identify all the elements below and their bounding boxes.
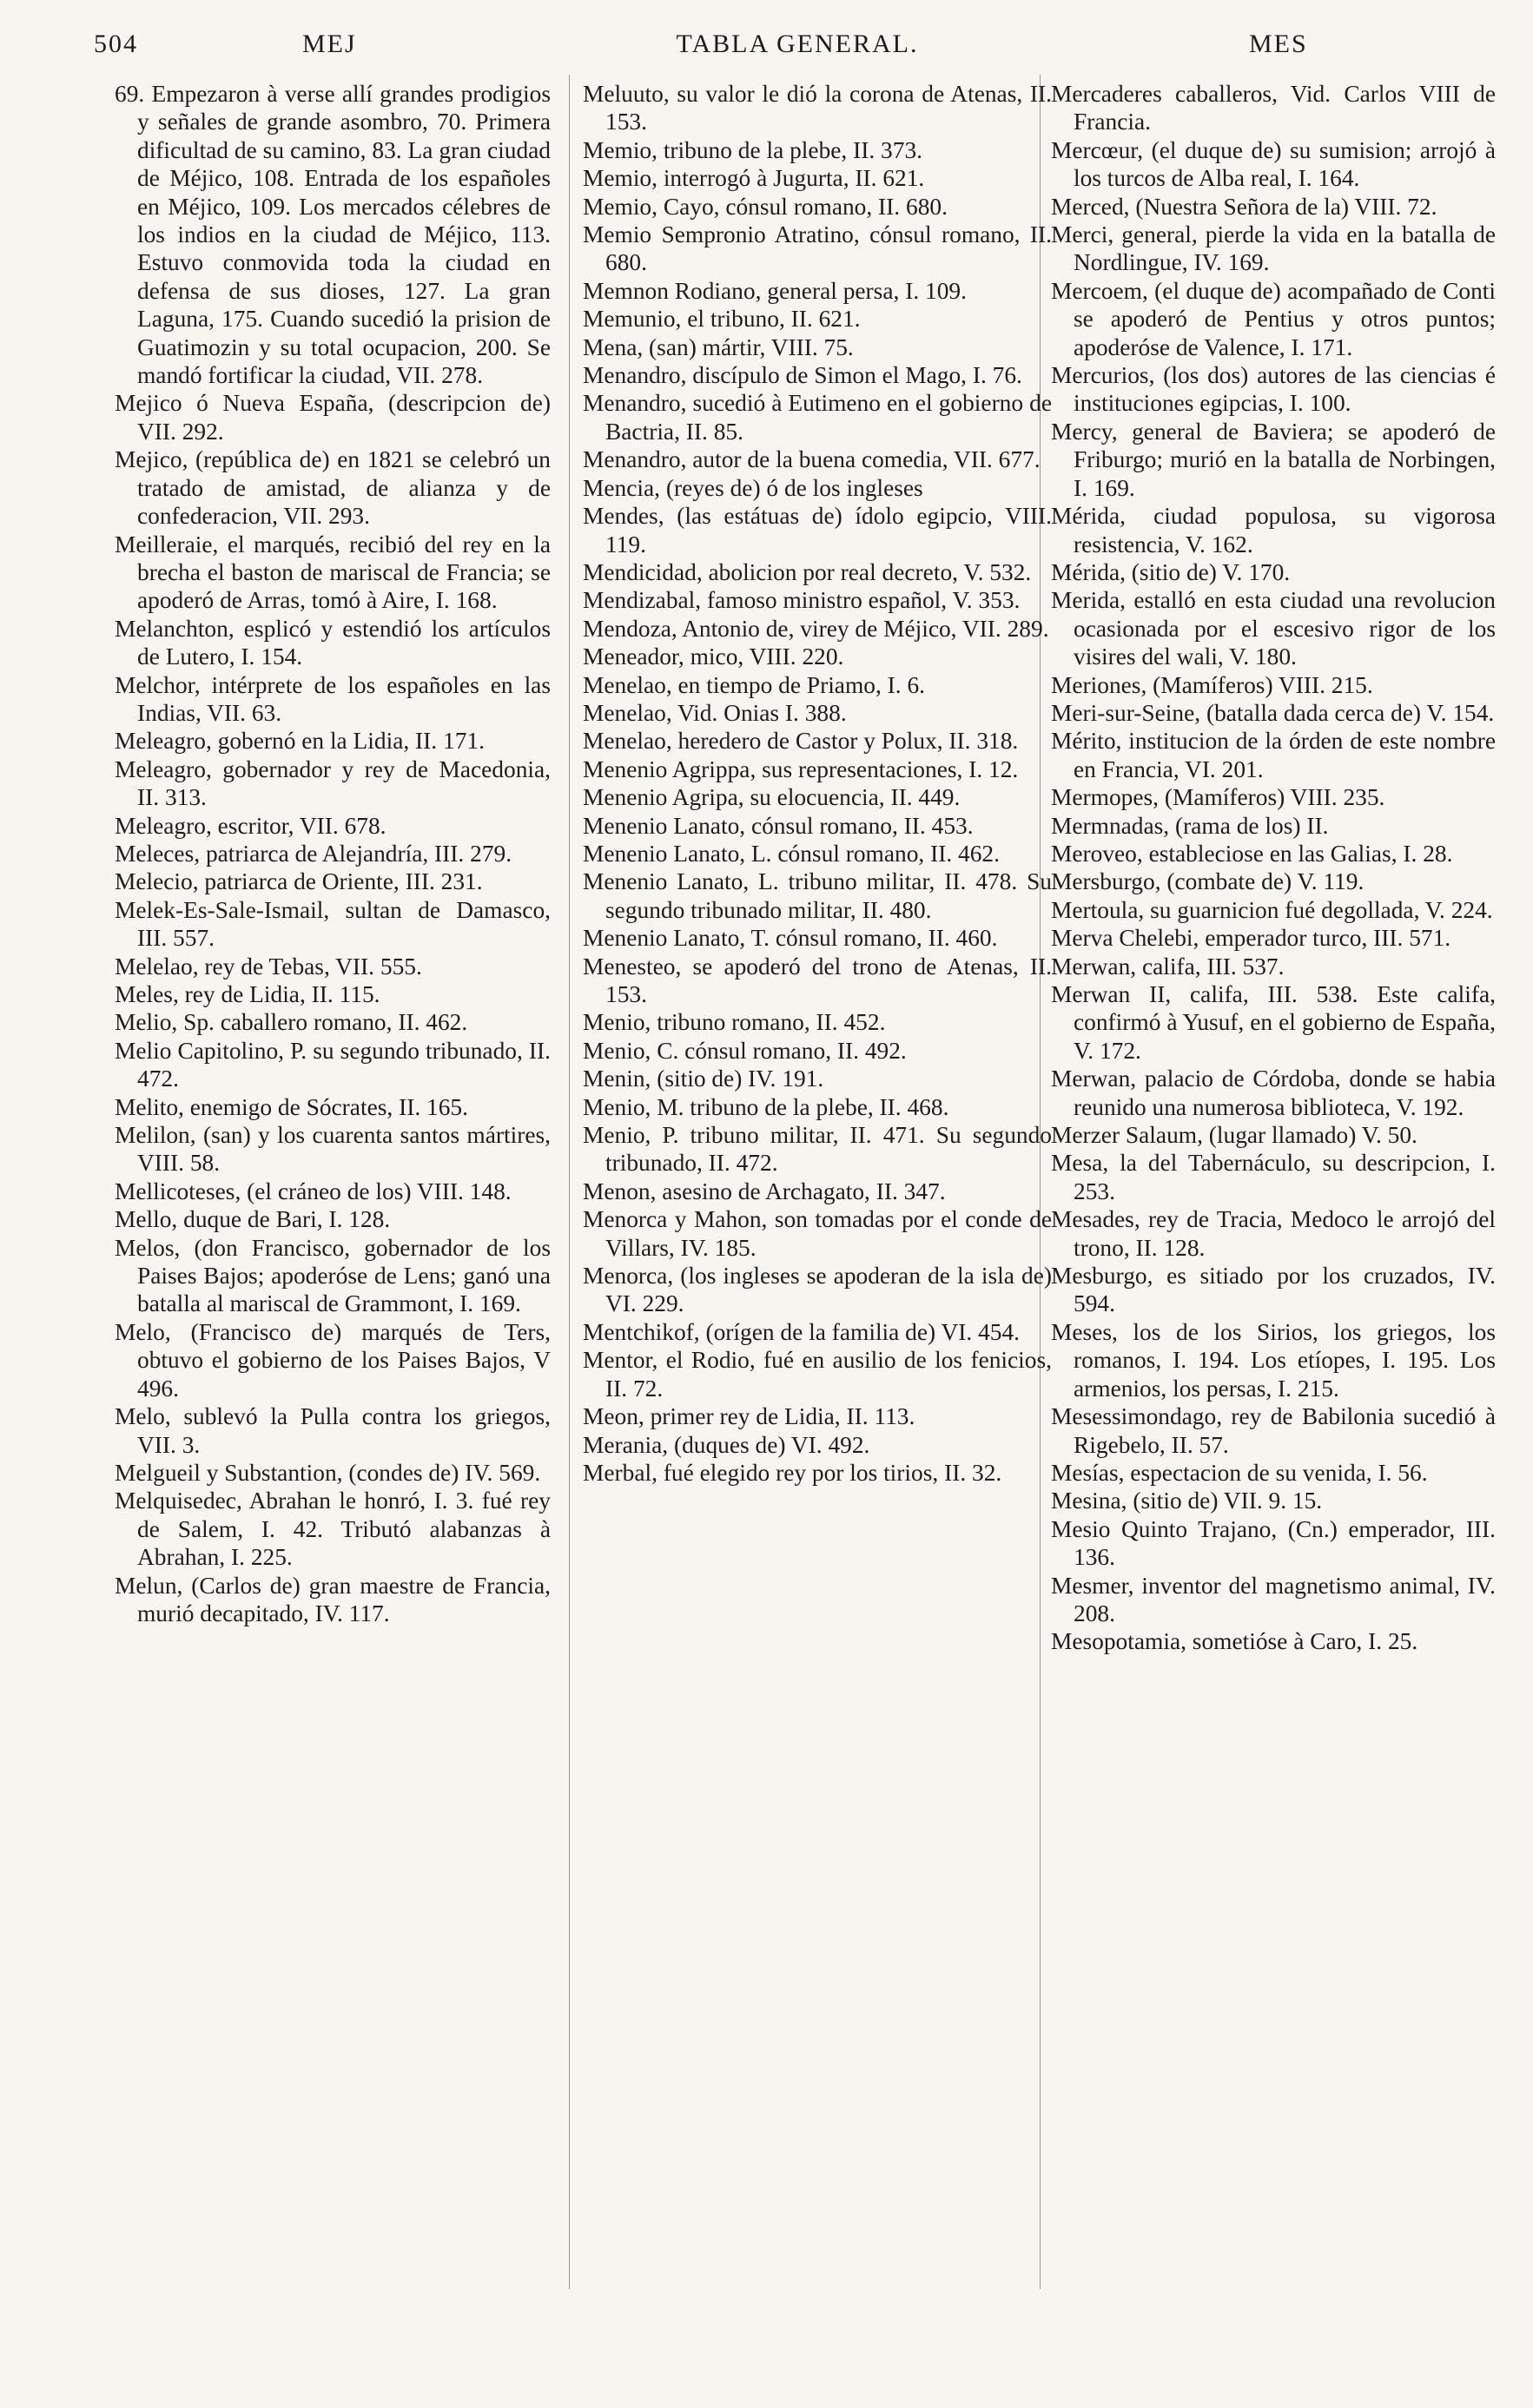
index-entry: Menenio Lanato, L. tribuno militar, II. 478. Su segundo tribunado militar, II. 480. — [583, 868, 1052, 923]
index-entry: Memio, interrogó à Jugurta, II. 621. — [583, 165, 925, 192]
index-entry: Melquisedec, Abrahan le honró, I. 3. fué rey de Salem, I. 42. Tributó alabanzas à Abrahan, I. 225. — [115, 1488, 551, 1571]
index-entry: Mermopes, (Mamíferos) VIII. 235. — [1051, 784, 1385, 811]
index-entry: Mérito, institucion de la órden de este nombre en Francia, VI. 201. — [1051, 728, 1496, 782]
index-entry: Merzer Salaum, (lugar llamado) V. 50. — [1051, 1122, 1417, 1149]
index-entry: Merida, estalló en esta ciudad una revolucion ocasionada por el escesivo rigor de los visires del wali, V. 180. — [1051, 587, 1496, 670]
index-entry: Mérida, ciudad populosa, su vigorosa resistencia, V. 162. — [1051, 503, 1496, 557]
index-entry: Mercoem, (el duque de) acompañado de Conti se apoderó de Pentius y otros puntos; apoderóse de Valence, I. 171. — [1051, 277, 1496, 360]
index-entry: Melgueil y Substantion, (condes de) IV. 569. — [115, 1459, 541, 1486]
index-entry: Melo, (Francisco de) marqués de Ters, obtuvo el gobierno de los Paises Bajos, V 496. — [115, 1318, 551, 1402]
index-entry: Mérida, (sitio de) V. 170. — [1051, 558, 1291, 585]
index-entry: Mersburgo, (combate de) V. 119. — [1051, 868, 1365, 895]
index-entry: Melun, (Carlos de) gran maestre de Francia, murió decapitado, IV. 117. — [115, 1572, 551, 1626]
index-entry: Mentor, el Rodio, fué en ausilio de los fenicios, II. 72. — [583, 1347, 1052, 1402]
index-entry: Mercy, general de Baviera; se apoderó de Friburgo; murió en la batalla de Norbingen, I. 169. — [1051, 418, 1496, 501]
index-entry: Menandro, autor de la buena comedia, VII. 677. — [583, 446, 1041, 473]
index-entry: Mesías, espectacion de su venida, I. 56. — [1051, 1459, 1428, 1486]
index-entry: Memnon Rodiano, general persa, I. 109. — [583, 277, 967, 304]
index-entry: Mermnadas, (rama de los) II. — [1051, 812, 1329, 839]
index-entry: Mellicoteses, (el cráneo de los) VIII. 148. — [115, 1178, 512, 1204]
index-entry: Mesina, (sitio de) VII. 9. 15. — [1051, 1488, 1323, 1514]
index-entry: Melek-Es-Sale-Ismail, sultan de Damasco, III. 557. — [115, 896, 551, 952]
index-entry: Menelao, en tiempo de Priamo, I. 6. — [583, 671, 926, 698]
index-entry: Mendes, (las estátuas de) ídolo egipcio, VIII. 119. — [583, 503, 1052, 557]
index-entry: Meilleraie, el marqués, recibió del rey en la brecha el baston de mariscal de Francia; se apoderó de Arras, tomó à Aire, I. 168. — [115, 531, 551, 614]
page-header — [94, 30, 1501, 73]
index-entry: Mena, (san) mártir, VIII. 75. — [583, 333, 854, 360]
index-entry: Memunio, el tribuno, II. 621. — [583, 306, 861, 333]
index-entry: Meses, los de los Sirios, los griegos, los romanos, I. 194. Los etíopes, I. 195. Los armenios, los persas, I. 215. — [1051, 1318, 1496, 1402]
index-entry: Melanchton, esplicó y estendió los artículos de Lutero, I. 154. — [115, 615, 551, 670]
index-entry: Mendoza, Antonio de, virey de Méjico, VII. 289. — [583, 615, 1049, 642]
index-entry: Meri-sur-Seine, (batalla dada cerca de) V. 154. — [1051, 699, 1495, 726]
index-entry: Meroveo, estableciose en las Galias, I. 28. — [1051, 840, 1453, 867]
index-entry: Melo, sublevó la Pulla contra los griegos, VII. 3. — [115, 1403, 551, 1458]
index-entry: Mesopotamia, sometióse à Caro, I. 25. — [1051, 1628, 1418, 1655]
index-entry: Meles, rey de Lidia, II. 115. — [115, 981, 380, 1007]
index-entry: Mercurios, (los dos) autores de las ciencias é instituciones egipcias, I. 100. — [1051, 362, 1496, 417]
index-entry: Menenio Agrippa, sus representaciones, I. 12. — [583, 755, 1019, 782]
index-entry: Meriones, (Mamíferos) VIII. 215. — [1051, 671, 1373, 698]
index-entry: Memio, tribuno de la plebe, II. 373. — [583, 136, 922, 163]
index-entry: Mercœur, (el duque de) su sumision; arrojó à los turcos de Alba real, I. 164. — [1051, 136, 1496, 192]
index-entry: Menenio Lanato, L. cónsul romano, II. 462. — [583, 840, 1000, 867]
index-entry: Mesades, rey de Tracia, Medoco le arrojó del trono, II. 128. — [1051, 1206, 1496, 1261]
index-entry: Menandro, discípulo de Simon el Mago, I. 76. — [583, 362, 1022, 389]
index-entry: Melos, (don Francisco, gobernador de los Paises Bajos; apoderóse de Lens; ganó una batalla al mariscal de Grammont, I. 169. — [115, 1234, 551, 1317]
index-entry: Menesteo, se apoderó del trono de Atenas, II. 153. — [583, 953, 1052, 1007]
index-entry: Menenio Lanato, cónsul romano, II. 453. — [583, 812, 974, 839]
index-entry: Melilon, (san) y los cuarenta santos mártires, VIII. 58. — [115, 1122, 551, 1177]
index-entry: Mejico ó Nueva España, (descripcion de) VII. 292. — [115, 390, 551, 445]
index-entry: Meleagro, gobernador y rey de Macedonia, II. 313. — [115, 755, 551, 811]
index-entry: Mesmer, inventor del magnetismo animal, IV. 208. — [1051, 1572, 1496, 1626]
index-entry: Mejico, (república de) en 1821 se celebró un tratado de amistad, de alianza y de confederacion, VII. 293. — [115, 446, 551, 530]
index-entry: Menorca y Mahon, son tomadas por el conde de Villars, IV. 185. — [583, 1206, 1052, 1261]
index-column-3 — [1051, 80, 1496, 1656]
index-entry: Menorca, (los ingleses se apoderan de la isla de) VI. 229. — [583, 1263, 1052, 1317]
index-entry: Merbal, fué elegido rey por los tirios, II. 32. — [583, 1459, 1002, 1486]
index-entry: Mentchikof, (orígen de la familia de) VI. 454. — [583, 1318, 1021, 1345]
index-entry: Mesburgo, es sitiado por los cruzados, IV. 594. — [1051, 1263, 1496, 1317]
index-entry: Menio, tribuno romano, II. 452. — [583, 1009, 886, 1036]
index-entry: Merwan, califa, III. 537. — [1051, 953, 1285, 980]
index-entry: Menio, P. tribuno militar, II. 471. Su segundo tribunado, II. 472. — [583, 1122, 1052, 1177]
column-divider — [569, 75, 570, 2289]
left-guide-word: MEJ — [302, 30, 357, 58]
index-entry: Menenio Lanato, T. cónsul romano, II. 460. — [583, 925, 998, 952]
index-entry: Merania, (duques de) VI. 492. — [583, 1431, 870, 1458]
index-entry: Mendizabal, famoso ministro español, V. 353. — [583, 587, 1021, 614]
right-guide-word: MES — [1249, 30, 1308, 58]
index-entry: Mello, duque de Bari, I. 128. — [115, 1206, 391, 1233]
index-entry: Meleagro, escritor, VII. 678. — [115, 812, 387, 839]
index-entry: Mesio Quinto Trajano, (Cn.) emperador, III. 136. — [1051, 1515, 1496, 1571]
index-entry: Merci, general, pierde la vida en la batalla de Nordlingue, IV. 169. — [1051, 221, 1496, 276]
index-entry: Melelao, rey de Tebas, VII. 555. — [115, 953, 422, 980]
index-entry: Menenio Agripa, su elocuencia, II. 449. — [583, 784, 961, 811]
index-entry: Melecio, patriarca de Oriente, III. 231. — [115, 868, 483, 895]
index-entry: Meluuto, su valor le dió la corona de Atenas, II. 153. — [583, 81, 1052, 135]
index-entry: Menon, asesino de Archagato, II. 347. — [583, 1178, 946, 1204]
index-entry: Menin, (sitio de) IV. 191. — [583, 1065, 824, 1092]
index-entry: Menio, M. tribuno de la plebe, II. 468. — [583, 1093, 949, 1120]
index-entry: Melchor, intérprete de los españoles en las Indias, VII. 63. — [115, 671, 551, 726]
index-column-1 — [115, 80, 551, 1627]
index-entry: Merced, (Nuestra Señora de la) VIII. 72. — [1051, 193, 1437, 220]
index-entry: Merwan, palacio de Córdoba, donde se habia reunido una numerosa biblioteca, V. 192. — [1051, 1065, 1496, 1120]
page-title: TABLA GENERAL. — [676, 30, 919, 58]
index-entry: Melito, enemigo de Sócrates, II. 165. — [115, 1093, 468, 1120]
index-entry: 69. Empezaron à verse allí grandes prodigios y señales de grande asombro, 70. Primera dificultad de su camino, 83. La gran ciudad de Méjico, 108. Entrada de los españoles en Méjico, 109. Los mercados célebres de los indios en la ciudad de Méjico, 113. Estuvo conmovida toda la ciudad en defensa de sus dioses, 127. La gran Laguna, 175. Cuando sucedió la prision de Guatimozin y su total ocupacion, 200. Se mandó fortificar la ciudad, VII. 278. — [115, 81, 551, 389]
index-entry: Meon, primer rey de Lidia, II. 113. — [583, 1403, 915, 1430]
index-entry: Mendicidad, abolicion por real decreto, V. 532. — [583, 558, 1032, 585]
index-entry: Meneador, mico, VIII. 220. — [583, 643, 844, 670]
index-entry: Melio Capitolino, P. su segundo tribunado, II. 472. — [115, 1037, 551, 1092]
index-entry: Mertoula, su guarnicion fué degollada, V. 224. — [1051, 896, 1493, 923]
index-entry: Mesessimondago, rey de Babilonia sucedió à Rigebelo, II. 57. — [1051, 1403, 1496, 1458]
index-entry: Meleagro, gobernó en la Lidia, II. 171. — [115, 728, 485, 755]
index-column-2 — [583, 80, 1052, 1487]
index-entry: Mesa, la del Tabernáculo, su descripcion, I. 253. — [1051, 1150, 1496, 1204]
index-entry: Memio, Cayo, cónsul romano, II. 680. — [583, 193, 948, 220]
page-number: 504 — [94, 30, 138, 58]
index-entry: Mencia, (reyes de) ó de los ingleses — [583, 474, 923, 501]
index-entry: Meleces, patriarca de Alejandría, III. 279. — [115, 840, 512, 867]
index-entry: Menandro, sucedió à Eutimeno en el gobierno de Bactria, II. 85. — [583, 390, 1052, 445]
index-entry: Mercaderes caballeros, Vid. Carlos VIII de Francia. — [1051, 81, 1496, 135]
index-entry: Menelao, Vid. Onias I. 388. — [583, 699, 847, 726]
index-entry: Melio, Sp. caballero romano, II. 462. — [115, 1009, 468, 1036]
index-entry: Memio Sempronio Atratino, cónsul romano, II. 680. — [583, 221, 1052, 276]
index-entry: Menelao, heredero de Castor y Polux, II. 318. — [583, 728, 1019, 755]
index-entry: Merva Chelebi, emperador turco, III. 571. — [1051, 925, 1451, 952]
index-entry: Menio, C. cónsul romano, II. 492. — [583, 1037, 907, 1064]
index-entry: Merwan II, califa, III. 538. Este califa, confirmó à Yusuf, en el gobierno de España, V. 172. — [1051, 981, 1496, 1064]
